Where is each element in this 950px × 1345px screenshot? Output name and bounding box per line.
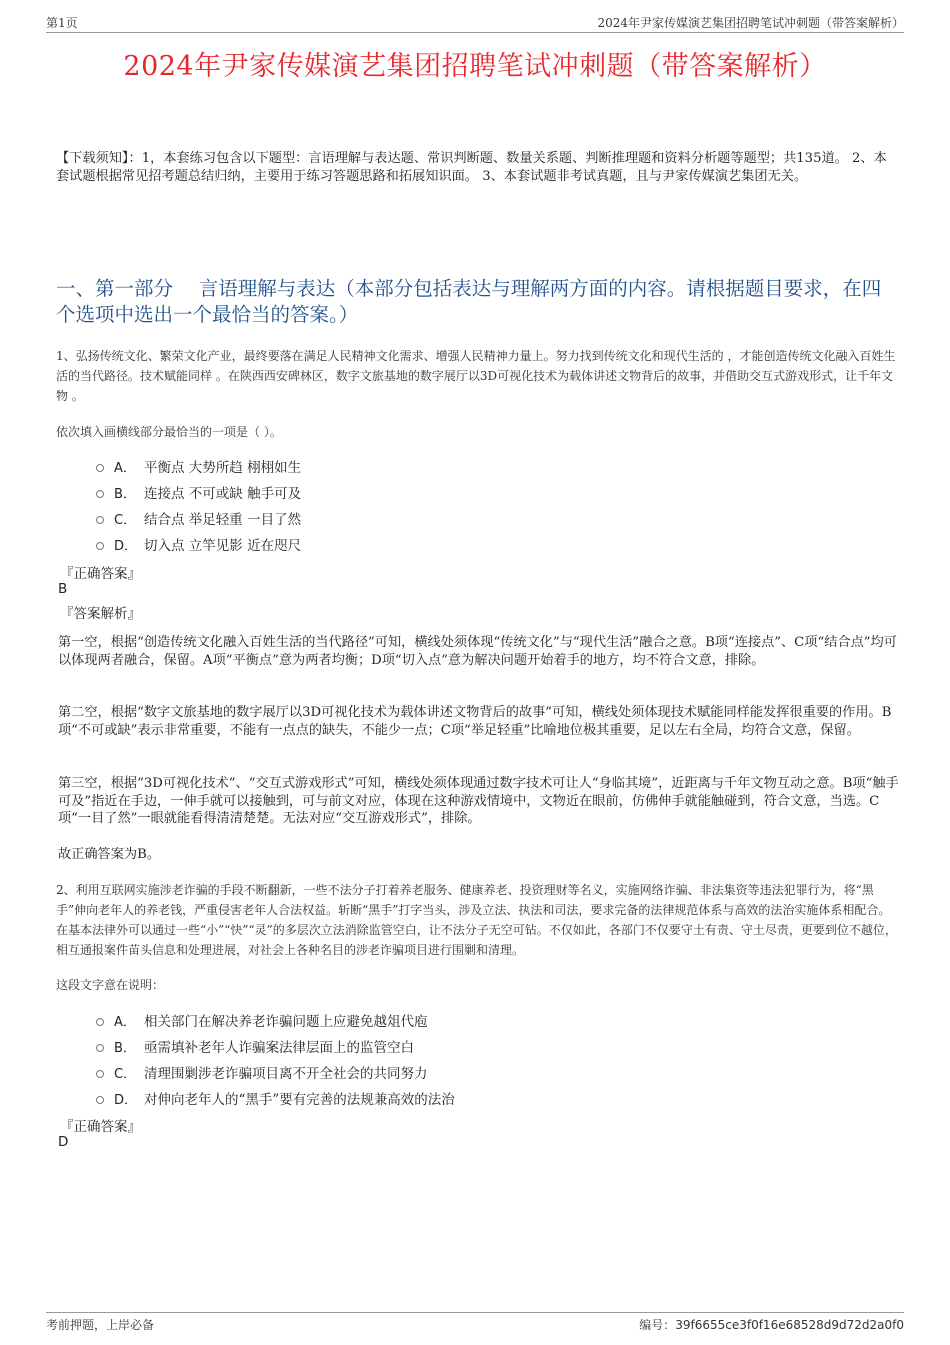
option-text: 亟需填补老年人诈骗案法律层面上的监管空白 <box>144 1040 414 1056</box>
question-1-options <box>96 453 301 557</box>
correct-answer: B <box>58 581 68 597</box>
option-a[interactable]: A． 相关部门在解决养老诈骗问题上应避免越俎代庖 <box>96 1007 455 1033</box>
option-text: 清理围剿涉老诈骗项目离不开全社会的共同努力 <box>144 1066 428 1082</box>
page-footer <box>46 1312 904 1334</box>
option-text: 切入点 立竿见影 近在咫尺 <box>144 538 302 554</box>
section-heading: 一、第一部分 言语理解与表达（本部分包括表达与理解两方面的内容。请根据题目要求，在四个选项中选出一个最恰当的答案。） <box>56 277 882 326</box>
radio-icon[interactable] <box>96 1018 104 1026</box>
radio-icon[interactable] <box>96 1096 104 1104</box>
footer-slogan: 考前押题，上岸必备 <box>46 1318 155 1332</box>
analysis-paragraph: 第二空，根据“数字文旅基地的数字展厅以3D可视化技术为载体讲述文物背后的故事”可知，横线处须体现技术赋能同样能发挥很重要的作用。B项“不可或缺”表示非常重要，不能有一点点的缺失，不能少一点；C项“举足轻重”比喻地位极其重要，足以左右全局，均符合文意，保留。 <box>58 705 892 738</box>
option-c[interactable]: C． 清理围剿涉老诈骗项目离不开全社会的共同努力 <box>96 1059 455 1085</box>
correct-answer-label: 『正确答案』 <box>60 1119 141 1135</box>
page-header <box>46 14 904 33</box>
document-title: 2024年尹家传媒演艺集团招聘笔试冲刺题（带答案解析） <box>123 51 827 82</box>
option-text: 平衡点 大势所趋 栩栩如生 <box>144 460 302 476</box>
radio-icon[interactable] <box>96 516 104 524</box>
analysis-label: 『答案解析』 <box>60 606 141 622</box>
radio-icon[interactable] <box>96 464 104 472</box>
option-d[interactable]: D． 切入点 立竿见影 近在咫尺 <box>96 531 301 557</box>
option-text: 结合点 举足轻重 一目了然 <box>144 512 302 528</box>
question-2-stem: 2、利用互联网实施涉老诈骗的手段不断翻新，一些不法分子打着养老服务、健康养老、投资理财等名义，实施网络诈骗、非法集资等违法犯罪行为，将“黑手”伸向老年人的养老钱，严重侵害老年人合法权益。斩断“黑手”打字当头，涉及立法、执法和司法，要求完备的法律规范体系与高效的法治实施体系相配合。在基本法律外可以通过一些“小”“快”“灵”的多层次立法消除监管空白，让不法分子无空可钻。不仅如此，各部门不仅要守土有责、守土尽责，更要到位不越位，相互通报案件苗头信息和处理进展，对社会上各种名目的涉老诈骗项目进行围剿和清理。 <box>56 883 897 957</box>
radio-icon[interactable] <box>96 490 104 498</box>
footer-code: 编号：39f6655ce3f0f16e68528d9d72d2a0f0 <box>639 1318 904 1332</box>
correct-answer: D <box>58 1134 69 1150</box>
question-1-prompt: 依次填入画横线部分最恰当的一项是（ ）。 <box>56 425 282 439</box>
option-b[interactable]: B． 亟需填补老年人诈骗案法律层面上的监管空白 <box>96 1033 455 1059</box>
option-d[interactable]: D． 对伸向老年人的“黑手”要有完善的法规兼高效的法治 <box>96 1085 455 1111</box>
option-a[interactable]: A． 平衡点 大势所趋 栩栩如生 <box>96 453 301 479</box>
analysis-conclusion: 故正确答案为B。 <box>58 847 161 862</box>
option-text: 相关部门在解决养老诈骗问题上应避免越俎代庖 <box>144 1014 428 1030</box>
radio-icon[interactable] <box>96 542 104 550</box>
option-b[interactable]: B． 连接点 不可或缺 触手可及 <box>96 479 301 505</box>
radio-icon[interactable] <box>96 1070 104 1078</box>
correct-answer-label: 『正确答案』 <box>60 566 141 582</box>
option-text: 对伸向老年人的“黑手”要有完善的法规兼高效的法治 <box>144 1092 455 1108</box>
download-notice: 【下载须知】：1，本套练习包含以下题型：言语理解与表达题、常识判断题、数量关系题、判断推理题和资料分析题等题型；共135道。 2、本套试题根据常见招考题总结归纳，主要用于练习答题思路和拓展知识面。 3、本套试题非考试真题，且与尹家传媒演艺集团无关。 <box>56 151 887 184</box>
option-text: 连接点 不可或缺 触手可及 <box>144 486 302 502</box>
page-number: 第1页 <box>46 16 78 30</box>
question-2-prompt: 这段文字意在说明： <box>56 978 165 992</box>
analysis-paragraph: 第三空，根据“3D可视化技术”、“交互式游戏形式”可知，横线处须体现通过数字技术可让人“身临其境”，近距离与千年文物互动之意。B项“触手可及”指近在手边，一伸手就可以接触到，可与前文对应，体现在这种游戏情境中，文物近在眼前，仿佛伸手就能触碰到，符合文意，当选。C项“一目了然”一眼就能看得清清楚楚。无法对应“交互游戏形式”，排除。 <box>58 776 899 826</box>
option-c[interactable]: C． 结合点 举足轻重 一目了然 <box>96 505 301 531</box>
header-doc-title: 2024年尹家传媒演艺集团招聘笔试冲刺题（带答案解析） <box>597 16 904 30</box>
question-2-options <box>96 1007 455 1111</box>
radio-icon[interactable] <box>96 1044 104 1052</box>
analysis-paragraph: 第一空，根据“创造传统文化融入百姓生活的当代路径”可知，横线处须体现“传统文化”与“现代生活”融合之意。B项“连接点”、C项“结合点”均可以体现两者融合，保留。A项“平衡点”意为两者均衡；D项“切入点”意为解决问题开始着手的地方，均不符合文意，排除。 <box>58 635 897 668</box>
question-1-stem: 1、弘扬传统文化、繁荣文化产业，最终要落在满足人民精神文化需求、增强人民精神力量上。努力找到传统文化和现代生活的 ，才能创造传统文化融入百姓生活的当代路径。技术赋能同样 。在陕西西安碑林区，数字文旅基地的数字展厅以3D可视化技术为载体讲述文物背后的故事，并借助交互式游戏形式，让千年文物 。 <box>56 349 896 403</box>
